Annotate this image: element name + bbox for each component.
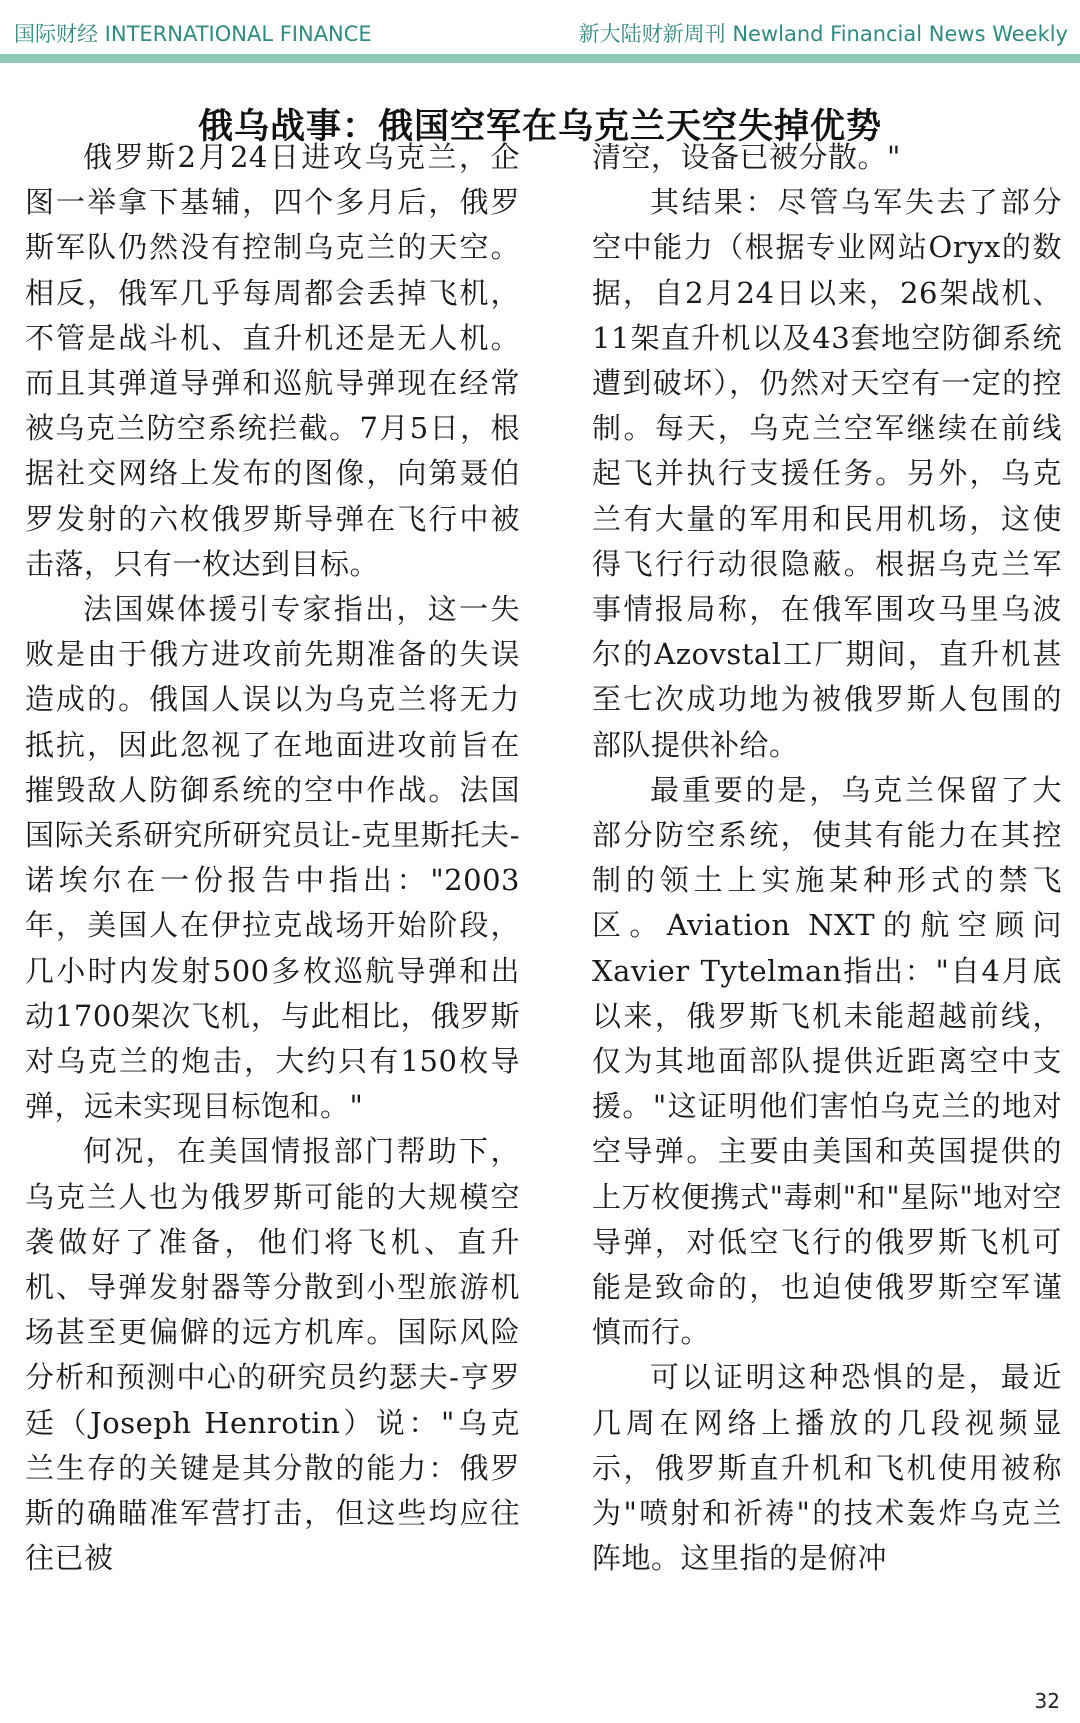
paragraph: 法国媒体援引专家指出，这一失败是由于俄方进攻前先期准备的失误造成的。俄国人误以为乌克兰将无力抵抗，因此忽视了在地面进攻前旨在摧毁敌人防御系统的空中作战。法国国际关系研究所研究员让-克里斯托夫-诺埃尔在一份报告中指出："2003年，美国人在伊拉克战场开始阶段，几小时内发射500多枚巡航导弹和出动1700架次飞机，与此相比，俄罗斯对乌克兰的炮击，大约只有150枚导弹，远未实现目标饱和。" <box>25 592 520 1124</box>
paragraph: 可以证明这种恐惧的是，最近几周在网络上播放的几段视频显示，俄罗斯直升机和飞机使用被称为"喷射和祈祷"的技术轰炸乌克兰阵地。这里指的是俯冲 <box>592 1360 1062 1576</box>
left-column <box>25 135 520 1582</box>
header-divider <box>0 54 1080 63</box>
section-label: 国际财经 INTERNATIONAL FINANCE <box>14 22 372 46</box>
paragraph: 其结果：尽管乌军失去了部分空中能力（根据专业网站Oryx的数据，自2月24日以来，26架战机、11架直升机以及43套地空防御系统遭到破坏），仍然对天空有一定的控制。每天，乌克兰空军继续在前线起飞并执行支援任务。另外，乌克兰有大量的军用和民用机场，这使得飞行行动很隐蔽。根据乌克兰军事情报局称，在俄军围攻马里乌波尔的Azovstal工厂期间，直升机甚至七次成功地为被俄罗斯人包围的部队提供补给。 <box>592 185 1062 762</box>
right-column <box>592 135 1062 1582</box>
paragraph: 俄罗斯2月24日进攻乌克兰，企图一举拿下基辅，四个多月后，俄罗斯军队仍然没有控制乌克兰的天空。相反，俄军几乎每周都会丢掉飞机，不管是战斗机、直升机还是无人机。而且其弹道导弹和巡航导弹现在经常被乌克兰防空系统拦截。7月5日，根据社交网络上发布的图像，向第聂伯罗发射的六枚俄罗斯导弹在飞行中被击落，只有一枚达到目标。 <box>25 140 520 581</box>
article-title: 俄乌战事：俄国空军在乌克兰天空失掉优势 <box>197 106 882 148</box>
page-number: 32 <box>1034 1689 1060 1713</box>
publication-name: 新大陆财新周刊 Newland Financial News Weekly <box>578 22 1068 46</box>
page-header <box>0 0 1080 62</box>
paragraph: 何况，在美国情报部门帮助下，乌克兰人也为俄罗斯可能的大规模空袭做好了准备，他们将飞机、直升机、导弹发射器等分散到小型旅游机场甚至更偏僻的远方机库。国际风险分析和预测中心的研究员约瑟夫-亨罗廷（Joseph Henrotin）说："乌克兰生存的关键是其分散的能力：俄罗斯的确瞄准军营打击，但这些均应往往已被 <box>25 1134 520 1576</box>
paragraph-continuation: 清空，设备已被分散。" <box>592 140 901 174</box>
paragraph: 最重要的是，乌克兰保留了大部分防空系统，使其有能力在其控制的领土上实施某种形式的禁飞区。Aviation NXT的航空顾问Xavier Tytelman指出："自4月底以来，俄罗斯飞机未能超越前线，仅为其地面部队提供近距离空中支援。"这证明他们害怕乌克兰的地对空导弹。主要由美国和英国提供的上万枚便携式"毒刺"和"星际"地对空导弹，对低空飞行的俄罗斯飞机可能是致命的，也迫使俄罗斯空军谨慎而行。 <box>592 772 1062 1350</box>
